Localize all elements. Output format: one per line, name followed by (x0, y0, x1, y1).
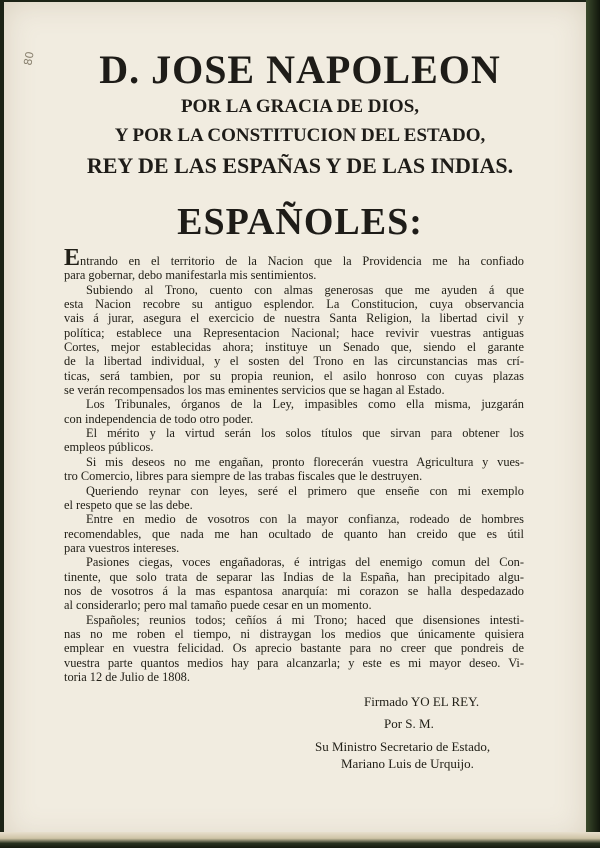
text-line: Cortes, mejor establecidas ahora; instituye un Senado que, siendo el garante (64, 340, 524, 355)
paragraph (64, 426, 524, 455)
text-line: vais á jurar, asegura el exercicio de nuestra Santa Religion, la libertad civil y (64, 311, 524, 326)
text-line: Entre en medio de vosotros con la mayor confianza, rodeado de hombres (86, 512, 524, 527)
paragraph (64, 283, 524, 398)
text-line: con independencia de todo otro poder. (64, 411, 254, 426)
text-line: para gobernar, debo manifestarla mis sentimientos. (64, 268, 317, 283)
text-line: nas no me roben el tiempo, ni distraygan los medios que únicamente quisiera (64, 626, 524, 641)
text-line: política; establece una Representacion Nacional; hace revivir vuestras antiguas (64, 325, 524, 340)
address-heading: ESPAÑOLES: (177, 201, 423, 243)
title-constitution: Y POR LA CONSTITUCION DEL ESTADO, (114, 125, 486, 146)
text-line: recomendables, que nada me han ocultado de quanto han creido que es útil (64, 526, 524, 541)
minister-title: Su Ministro Secretario de Estado, (315, 739, 491, 754)
text-line: Españoles; reunios todos; ceñíos á mi Trono; haced que disensiones intesti- (86, 612, 524, 627)
paragraph (64, 397, 524, 426)
text-line: al considerarlo; pero mal tamaño puede cesar en un momento. (64, 598, 372, 613)
text-line: tinente, que solo trata de separar las Indias de la España, han precipitado algu- (64, 569, 524, 584)
paragraph (64, 484, 524, 513)
paragraph (64, 245, 524, 283)
paragraph (64, 455, 524, 484)
text-line: Subiendo al Trono, cuento con almas generosas que me ayuden á que (86, 282, 524, 297)
title-king-name: D. JOSE NAPOLEON (99, 47, 501, 92)
text-line: de la libertad individual, y el sosten del Trono en las circunstancias mas crí- (64, 354, 524, 369)
text-line: Si mis deseos no me engañan, pronto florecerán vuestra Agricultura y vues- (86, 454, 524, 469)
margin-note: 80 (21, 50, 37, 67)
text-line: Queriendo reynar con leyes, seré el primero que enseñe con mi exemplo (86, 483, 524, 498)
title-king-of-spains: REY DE LAS ESPAÑAS Y DE LAS INDIAS. (86, 153, 514, 178)
page-edge-bottom (0, 832, 600, 848)
signature-by: Por S. M. (384, 716, 434, 731)
text-line: se verán recompensados los mas eminentes servicios que se hagan al Estado. (64, 383, 445, 398)
text-line: tro Comercio, libres para siempre de las trabas fiscales que le destruyen. (64, 469, 423, 484)
text-line: El mérito y la virtud serán los solos títulos que sirvan para obtener los (86, 426, 524, 441)
text-line: emplear en vuestra felicidad. Os aprecio bastante para no creer que pondreis de (64, 641, 524, 656)
paragraph (64, 512, 524, 555)
title-grace-of-god: POR LA GRACIA DE DIOS, (180, 96, 420, 117)
text-line: Los Tribunales, órganos de la Ley, impasibles como ella misma, juzgarán (86, 397, 524, 412)
text-line: toria 12 de Julio de 1808. (64, 669, 190, 684)
text-line (64, 245, 524, 271)
text-line: nos de vosotros á la mas espantosa anarquía: mi corazon se halla despedazado (64, 583, 524, 598)
text-line: empleos públicos. (64, 440, 154, 455)
proclamation-body (64, 245, 524, 684)
text-line: para vuestros intereses. (64, 540, 180, 555)
text-line-rest: ntrando en el territorio de la Nacion que la Providencia me ha confiado (80, 254, 524, 268)
paragraph (64, 613, 524, 685)
text-line: Pasiones ciegas, voces engañadoras, é intrigas del enemigo comun del Con- (86, 555, 524, 570)
minister-name: Mariano Luis de Urquijo. (341, 756, 474, 771)
text-line: vuestra parte quantos medios hay para alcanzarla; y este es mi mayor deseo. Vi- (64, 655, 524, 670)
initial-letter: E (64, 245, 81, 271)
text-line: ticas, será tambien, por su propia reunion, el asilo honroso con cuyas plazas (64, 368, 524, 383)
paragraph (64, 555, 524, 612)
text-line: esta Nacion recobre su antiguo esplendor. La Constitucion, cuya observancia (64, 297, 524, 312)
text-line: el respeto que se las debe. (64, 497, 193, 512)
signature-signed: Firmado YO EL REY. (364, 694, 480, 709)
